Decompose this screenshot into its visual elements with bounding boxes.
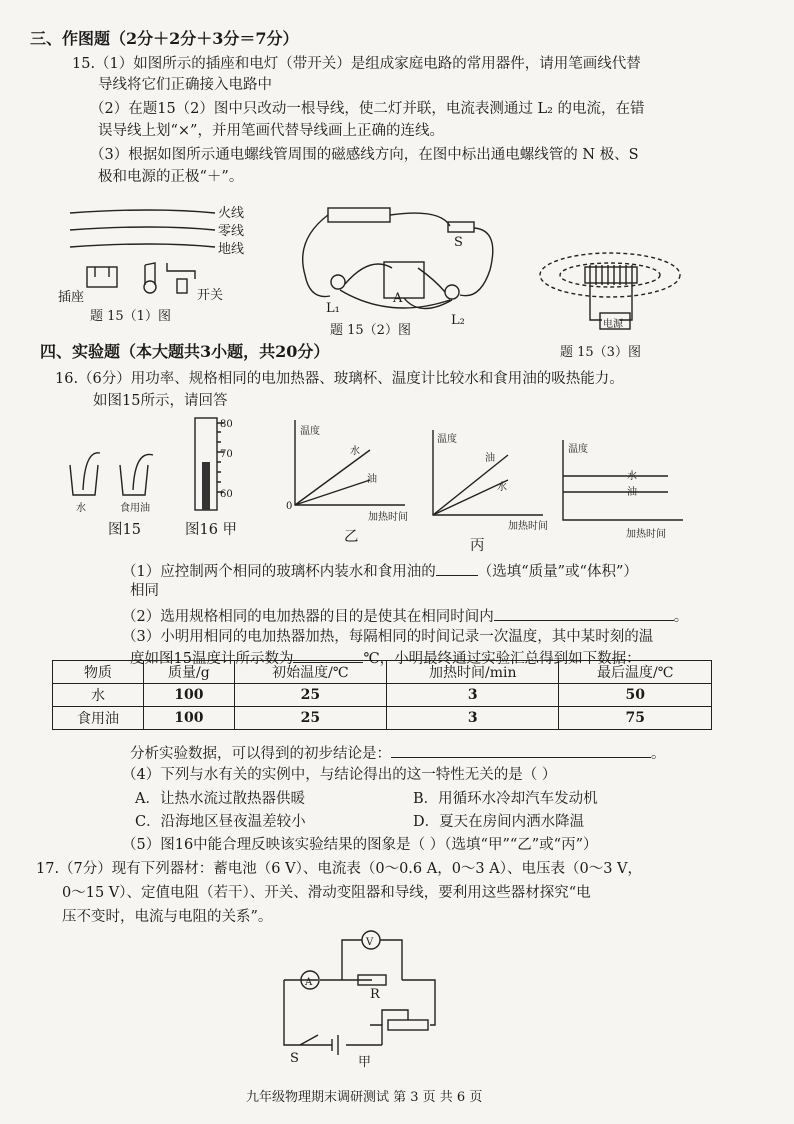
rheostat-slider bbox=[382, 1010, 408, 1025]
q16-analysis-blank[interactable] bbox=[391, 743, 651, 758]
l2-label: L₂ bbox=[451, 313, 465, 328]
circuit-caption: 甲 bbox=[358, 1055, 372, 1070]
page-footer: 九年级物理期末调研测试 第 3 页 共 6 页 bbox=[246, 1090, 483, 1105]
table-header: 加热时间/min bbox=[387, 661, 559, 684]
table-header: 物质 bbox=[53, 661, 144, 684]
fig15-beakers bbox=[65, 445, 165, 505]
q16-3-line1: （3）小明用相同的电加热器加热，每隔相同的时间记录一次温度，其中某时刻的温 bbox=[122, 629, 654, 645]
ammeter-label: A bbox=[305, 977, 313, 988]
option-c: C．沿海地区昼夜温差较小 bbox=[135, 814, 306, 830]
table-header: 最后温度/℃ bbox=[559, 661, 712, 684]
socket-body bbox=[87, 267, 117, 287]
switch-s-icon bbox=[448, 222, 474, 232]
switch-label: S bbox=[290, 1051, 299, 1066]
section-4-title: 四、实验题（本大题共3小题，共20分） bbox=[40, 342, 330, 361]
graph-yi-caption: 乙 bbox=[344, 529, 359, 545]
mercury-column bbox=[202, 462, 210, 510]
solenoid-core bbox=[585, 267, 637, 283]
option-d: D．夏天在房间内洒水降温 bbox=[413, 814, 585, 830]
graph-yi-oil-line bbox=[295, 480, 370, 505]
bulb-icon bbox=[144, 281, 156, 293]
therm-tick-60: 60 bbox=[220, 489, 233, 500]
therm-tick-70: 70 bbox=[220, 449, 233, 460]
live-label: 火线 bbox=[218, 206, 245, 221]
fig15-caption: 图15 bbox=[108, 522, 141, 538]
table-cell: 25 bbox=[234, 707, 387, 730]
q15-1-line2: 导线将它们正确接入电路中 bbox=[98, 77, 272, 93]
neutral-label: 零线 bbox=[218, 224, 245, 239]
q16-5: （5）图16中能合理反映该实验结果的图象是（ ）（选填“甲”“乙”或“丙”） bbox=[122, 837, 598, 853]
q16-4: （4）下列与水有关的实例中，与结论得出的这一特性无关的是（ ） bbox=[122, 767, 557, 783]
option-a: A．让热水流过散热器供暖 bbox=[135, 791, 305, 807]
battery-icon bbox=[328, 208, 390, 222]
table-row bbox=[53, 707, 712, 730]
fig15-3-caption: 题 15（3）图 bbox=[560, 345, 641, 360]
option-b: B．用循环水冷却汽车发动机 bbox=[413, 791, 598, 807]
q16-1-line2: 相同 bbox=[130, 583, 159, 599]
fig15-2-caption: 题 15（2）图 bbox=[330, 323, 411, 338]
lamp-l2-icon bbox=[445, 285, 459, 299]
q15-2-line1: （2）在题15（2）图中只改动一根导线，使二灯并联，电流表测通过 L₂ 的电流，在错 bbox=[90, 101, 645, 117]
q17-line1: 17.（7分）现有下列器材：蓄电池（6 V）、电流表（0～0.6 A，0～3 A）、电压表（0～3 V， bbox=[36, 861, 643, 877]
graph-jia-xlabel: 加热时间 bbox=[626, 529, 666, 540]
q17-line2: 0～15 V）、定值电阻（若干）、开关、滑动变阻器和导线，要利用这些器材探究“电 bbox=[62, 885, 591, 901]
table-cell: 50 bbox=[559, 684, 712, 707]
therm-tick-80: 80 bbox=[220, 419, 233, 430]
q16-line2: 如图15所示，请回答 bbox=[93, 393, 228, 409]
table-cell: 食用油 bbox=[53, 707, 144, 730]
graph-jia-water-label: 水 bbox=[627, 471, 637, 482]
section-3-title: 三、作图题（2分＋2分＋3分＝7分） bbox=[30, 29, 299, 48]
q16-3-line2: 度如图15温度计所示数为 ℃，小明最终通过实验汇总得到如下数据： bbox=[130, 648, 641, 668]
graph-yi-water-label: 水 bbox=[350, 446, 360, 457]
graph-jia-oil-label: 油 bbox=[627, 487, 637, 498]
q17-line3: 压不变时，电流与电阻的关系”。 bbox=[62, 909, 273, 925]
lamp-l1-icon bbox=[331, 275, 345, 289]
live-wire bbox=[70, 210, 215, 213]
q15-1-line1: 15.（1）如图所示的插座和电灯（带开关）是组成家庭电路的常用器件，请用笔画线代替 bbox=[72, 56, 641, 72]
graph-bing-xlabel: 加热时间 bbox=[508, 521, 548, 532]
switch-label: 开关 bbox=[197, 288, 224, 303]
table-cell: 100 bbox=[144, 707, 235, 730]
q15-3-line1: （3）根据如图所示通电螺线管周围的磁感线方向，在图中标出通电螺线管的 N 极、S bbox=[90, 147, 639, 163]
voltmeter-label: V bbox=[366, 937, 374, 948]
q15-2-line2: 误导线上划“×”，并用笔画代替导线画上正确的连线。 bbox=[98, 123, 444, 139]
q16-analysis: 分析实验数据，可以得到的初步结论是： 。 bbox=[130, 743, 666, 763]
q16-line1: 16.（6分）用功率、规格相同的电加热器、玻璃杯、温度计比较水和食用油的吸热能力。 bbox=[55, 371, 624, 387]
graph-jia-ylabel: 温度 bbox=[568, 444, 588, 455]
q16-2-blank[interactable] bbox=[494, 606, 674, 621]
s-label: S bbox=[454, 235, 463, 250]
power-label: 电源 bbox=[603, 319, 623, 330]
socket-label: 插座 bbox=[58, 290, 85, 305]
graph-bing-water-label: 水 bbox=[497, 482, 507, 493]
q16-1-line1: （1）应控制两个相同的玻璃杯内装水和食用油的 （选填“质量”或“体积”） bbox=[122, 561, 638, 581]
water-beaker-label: 水 bbox=[76, 503, 86, 514]
q16-2: （2）选用规格相同的电加热器的目的是使其在相同时间内 。 bbox=[122, 606, 688, 626]
q16-1-blank[interactable] bbox=[436, 561, 478, 576]
ground-label: 地线 bbox=[218, 242, 245, 257]
graph-yi-xlabel: 加热时间 bbox=[368, 512, 408, 523]
resistor-label: R bbox=[370, 987, 380, 1002]
table-cell: 3 bbox=[387, 707, 559, 730]
table-cell: 水 bbox=[53, 684, 144, 707]
table-cell: 3 bbox=[387, 684, 559, 707]
table-cell: 75 bbox=[559, 707, 712, 730]
table-header-row bbox=[53, 661, 712, 684]
graph-yi-oil-label: 油 bbox=[367, 474, 377, 485]
graph-bing-oil-label: 油 bbox=[485, 453, 495, 464]
data-table bbox=[52, 660, 712, 730]
l1-label: L₁ bbox=[326, 301, 340, 316]
a-label: A bbox=[393, 291, 403, 306]
graph-yi-ylabel: 温度 bbox=[300, 426, 320, 437]
switch-body bbox=[177, 279, 187, 293]
fig15-1-wiring bbox=[55, 205, 285, 315]
rheostat-icon bbox=[388, 1020, 428, 1030]
oil-beaker-label: 食用油 bbox=[120, 503, 150, 514]
graph-bing-ylabel: 温度 bbox=[437, 434, 457, 445]
fig16-jia-caption: 图16 甲 bbox=[185, 522, 238, 538]
switch-s-blade bbox=[300, 1035, 318, 1045]
q15-3-line2: 极和电源的正极“＋”。 bbox=[98, 169, 244, 185]
neutral-wire bbox=[70, 227, 215, 230]
table-cell: 25 bbox=[234, 684, 387, 707]
table-cell: 100 bbox=[144, 684, 235, 707]
table-header: 质量/g bbox=[144, 661, 235, 684]
table-row bbox=[53, 684, 712, 707]
graph-yi-origin: 0 bbox=[286, 501, 293, 512]
table-header: 初始温度/℃ bbox=[234, 661, 387, 684]
field-line-outer bbox=[540, 253, 680, 297]
ground-wire bbox=[70, 244, 215, 247]
fig15-1-caption: 题 15（1）图 bbox=[90, 309, 171, 324]
circuit-jia bbox=[270, 925, 450, 1065]
graph-bing-caption: 丙 bbox=[470, 538, 485, 554]
